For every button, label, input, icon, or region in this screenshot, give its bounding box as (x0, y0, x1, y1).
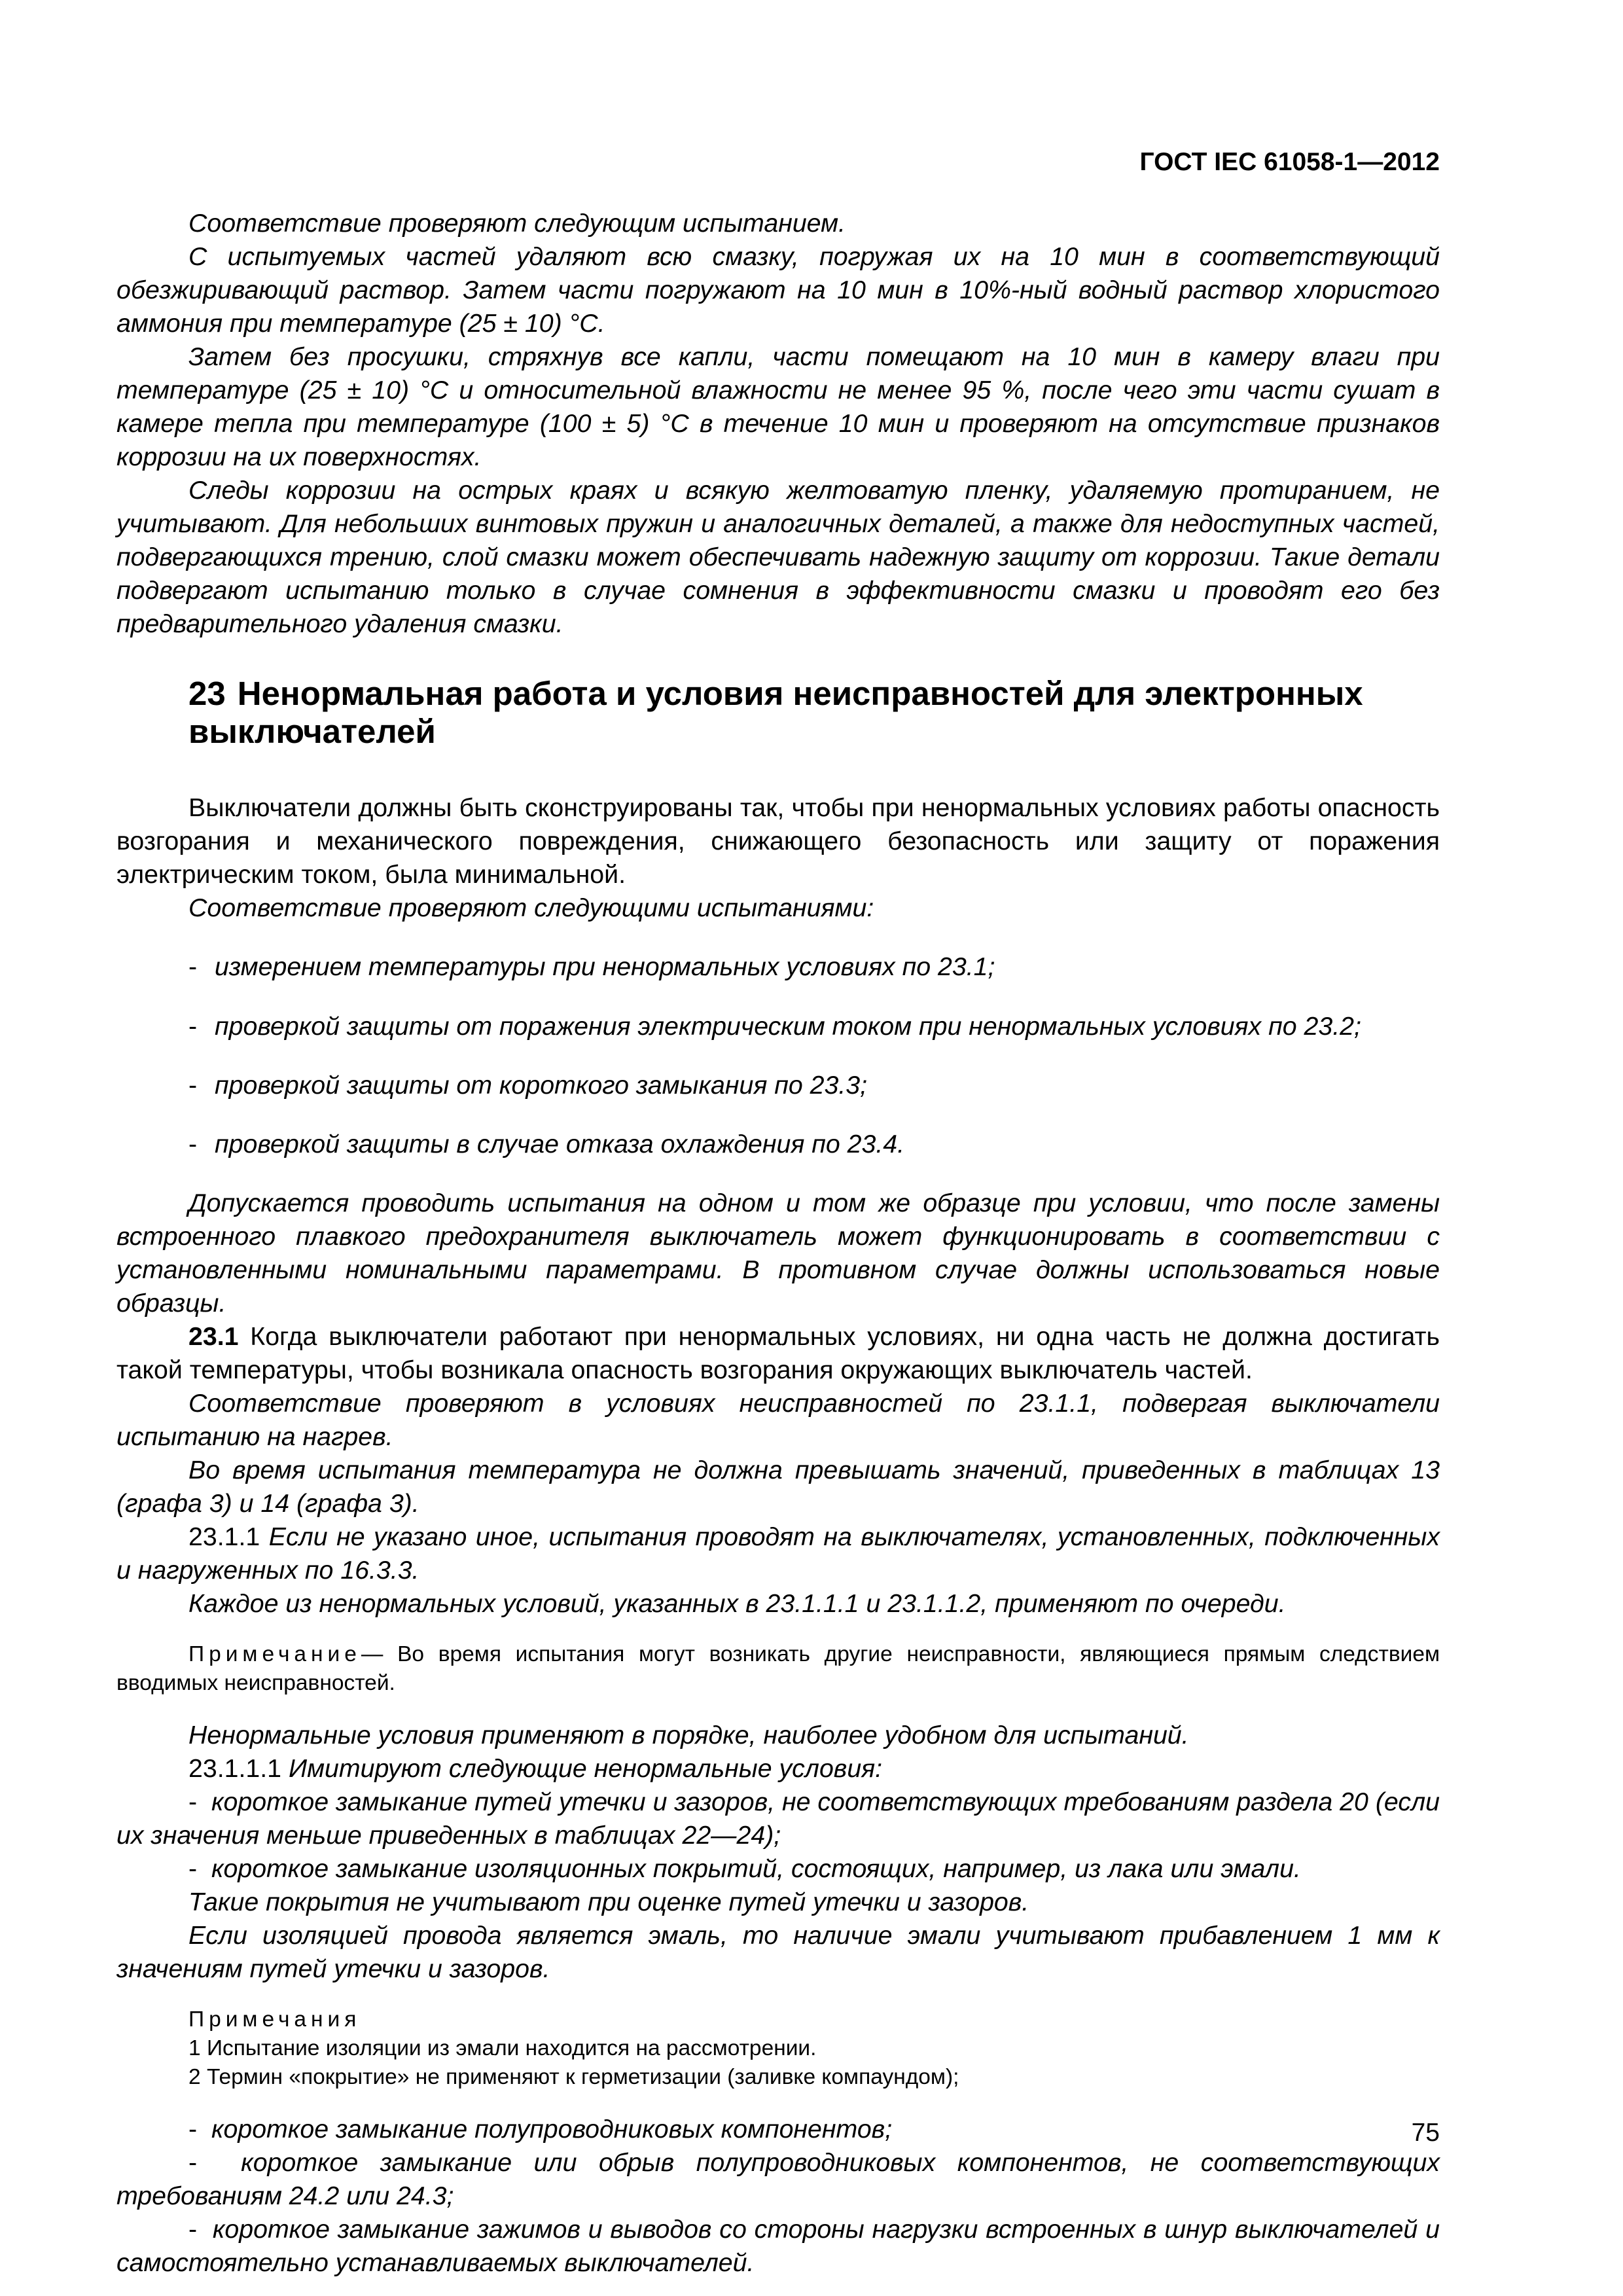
clause-text: Имитируют следующие ненормальные условия: (288, 1754, 883, 1784)
list-item: - короткое замыкание или обрыв полупроводниковых компонентов, не соответствующих требованиям 24.2 или 24.3; (116, 2148, 1440, 2211)
paragraph: С испытуемых частей удаляют всю смазку, погружая их на 10 мин в соответствующий обезжиривающий раствор. Затем части погружают на 10 мин в 10%-ный водный раствор хлористого аммония при температуре (25 ± 10) °С. (116, 242, 1440, 338)
note-text: — Во время испытания могут возникать другие неисправности, являющиеся прямым следствием вводимых неисправностей. (116, 1642, 1440, 1696)
list-item: - короткое замыкание путей утечки и зазоров, не соответствующих требованиям раздела 20 (если их значения меньше приведенных в таблицах 22—24); (116, 1787, 1440, 1850)
paragraph: Затем без просушки, стряхнув все капли, части помещают на 10 мин в камеру влаги при температуре (25 ± 10) °С и относительной влажности не менее 95 %, после чего эти части сушат в камере тепла при температуре (100 ± 5) °С в течение 10 мин и проверяют на отсутствие признаков коррозии на их поверхностях. (116, 342, 1440, 471)
list-item: - короткое замыкание полупроводниковых компонентов; (188, 2115, 893, 2144)
note (116, 1640, 1440, 1698)
clause-number: 23.1.1.1 (188, 1754, 282, 1784)
paragraph: Выключатели должны быть сконструированы так, чтобы при ненормальных условиях работы опасность возгорания и механического повреждения, снижающего безопасность или защиту от поражения электрическим током, была минимальной. (116, 793, 1440, 889)
notes-label: Примечания (188, 2007, 361, 2032)
section-title: Ненормальная работа и условия неисправностей для электронных выключателей (188, 675, 1363, 750)
list-item: - проверкой защиты от поражения электрическим током при ненормальных условиях по 23.2; (188, 1011, 1361, 1041)
list-item: - проверкой защиты от короткого замыкания по 23.3; (188, 1070, 868, 1100)
page-body (116, 207, 1440, 2280)
paragraph: Следы коррозии на острых краях и всякую желтоватую пленку, удаляемую протиранием, не учитывают. Для небольших винтовых пружин и аналогичных деталей, а также для недоступных частей, подвергающихся трению, слой смазки может обеспечивать надежную защиту от коррозии. Такие детали подвергают испытанию только в случае сомнения в эффективности смазки и проводят его без предварительного удаления смазки. (116, 476, 1440, 638)
note-item: 1 Испытание изоляции из эмали находится на рассмотрении. (188, 2036, 817, 2061)
clause-text: Если не указано иное, испытания проводят на выключателях, установленных, подключенных и нагруженных по 16.3.3. (116, 1522, 1440, 1585)
note-label: Примечание (188, 1642, 361, 1667)
paragraph: Если изоляцией провода является эмаль, то наличие эмали учитывают прибавлением 1 мм к значениям путей утечки и зазоров. (116, 1921, 1440, 1984)
clause-number: 23.1.1 (188, 1522, 260, 1552)
section-number: 23 (188, 675, 226, 712)
paragraph: Ненормальные условия применяют в порядке, наиболее удобном для испытаний. (188, 1721, 1189, 1750)
clause-23-1-1-1 (116, 1752, 1440, 1785)
clause-23-1 (116, 1320, 1440, 1387)
clause-number: 23.1 (188, 1322, 239, 1352)
paragraph: Допускается проводить испытания на одном и том же образце при условии, что после замены встроенного плавкого предохранителя выключатель может функционировать в соответствии с установленными номинальными параметрами. В противном случае должны использоваться новые образцы. (116, 1189, 1440, 1318)
paragraph: Соответствие проверяют в условиях неисправностей по 23.1.1, подвергая выключатели испытанию на нагрев. (116, 1389, 1440, 1452)
document-header: ГОСТ IEC 61058-1—2012 (1139, 148, 1440, 176)
section-heading (116, 675, 1440, 751)
paragraph: Такие покрытия не учитывают при оценке путей утечки и зазоров. (188, 1888, 1029, 1917)
paragraph: Во время испытания температура не должна превышать значений, приведенных в таблицах 13 (графа 3) и 14 (графа 3). (116, 1456, 1440, 1518)
list-item: - короткое замыкание зажимов и выводов со стороны нагрузки встроенных в шнур выключателей и самостоятельно устанавливаемых выключателей. (116, 2215, 1440, 2278)
list-item: - короткое замыкание изоляционных покрытий, состоящих, например, из лака или эмали. (188, 1854, 1301, 1884)
note-item: 2 Термин «покрытие» не применяют к герметизации (заливке компаундом); (188, 2065, 959, 2090)
paragraph: Каждое из ненормальных условий, указанных в 23.1.1.1 и 23.1.1.2, применяют по очереди. (188, 1589, 1286, 1619)
page-number: 75 (1411, 2119, 1440, 2147)
list-item: - измерением температуры при ненормальных условиях по 23.1; (188, 952, 995, 982)
paragraph: Соответствие проверяют следующим испытанием. (188, 209, 846, 238)
notes (116, 2005, 1440, 2092)
paragraph: Соответствие проверяют следующими испытаниями: (188, 893, 874, 922)
list-item: - проверкой защиты в случае отказа охлаждения по 23.4. (188, 1130, 905, 1159)
clause-23-1-1 (116, 1520, 1440, 1587)
clause-text: Когда выключатели работают при ненормальных условиях, ни одна часть не должна достигать такой температуры, чтобы возникала опасность возгорания окружающих выключатель частей. (116, 1322, 1440, 1385)
